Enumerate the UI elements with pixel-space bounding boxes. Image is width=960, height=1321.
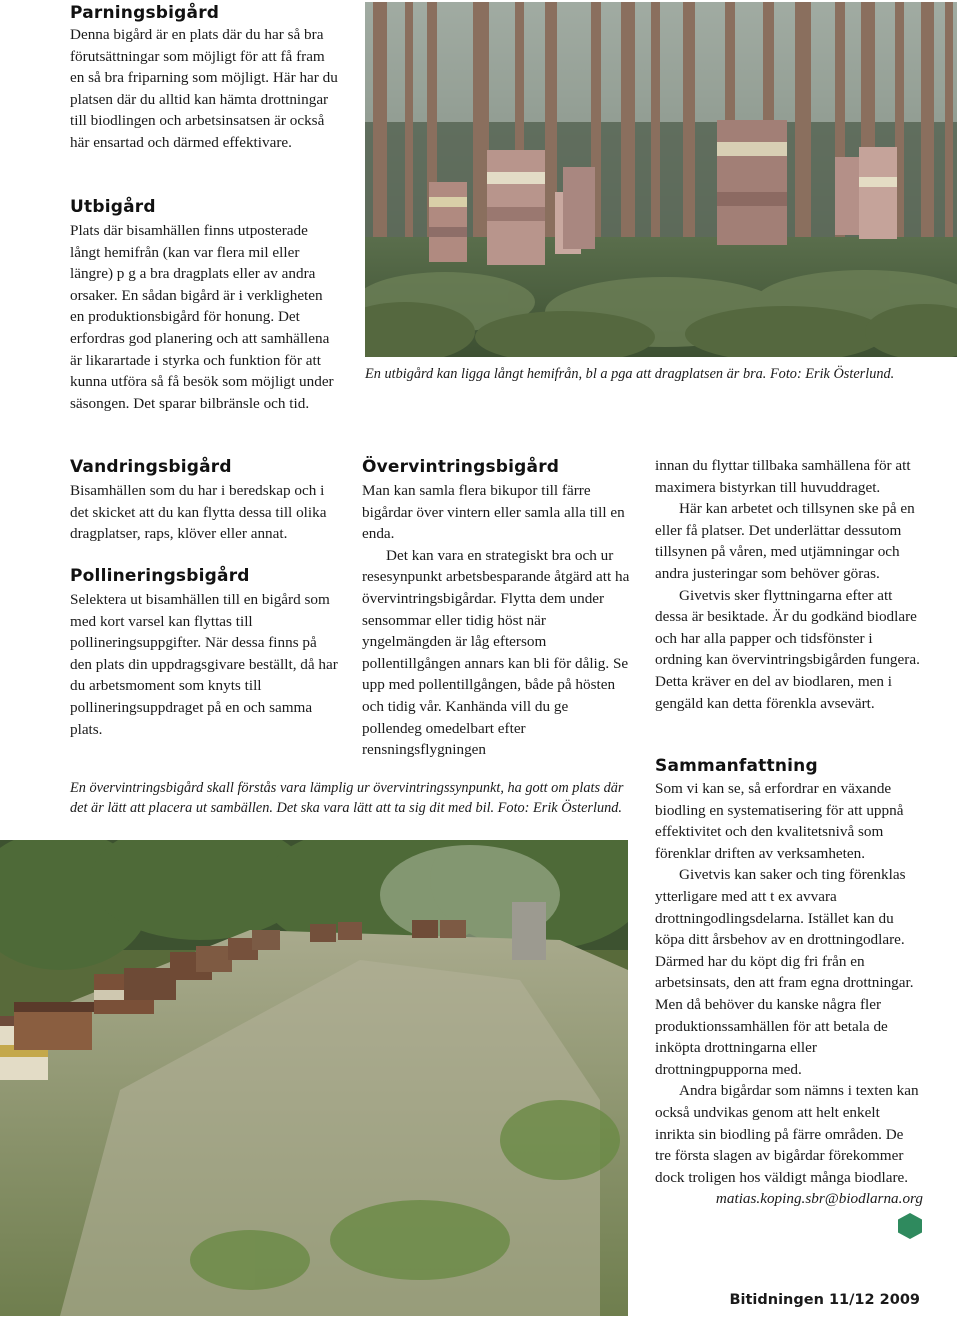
text-col3-3: Givetvis sker flyttningarna efter att dessa är besiktade. Är du godkänd biodlare och har alla papper och tidsfönster i ordning kan övervintringsbigården fungera. Detta kräver en del av biodlaren, men i gengäld kan detta förenkla avsevärt.	[655, 586, 920, 712]
footer-magazine: Bitidningen 11/12 2009	[729, 1292, 920, 1308]
text-sammanfattning-1: Som vi kan se, så erfordrar en växande biodling en systematisering för att uppnå effektivitet och den kvalitetsnivå som förenklar driften av verksamheten.	[655, 780, 904, 862]
section-vandringsbigard	[70, 456, 340, 545]
section-column-three	[655, 455, 923, 714]
caption-forest: En utbigård kan ligga långt hemifrån, bl a pga att dragplatsen är bra. Foto: Erik Österlund.	[365, 366, 895, 382]
text-sammanfattning-3: Andra bigårdar som nämns i texten kan också undvikas genom att helt enkelt inrikta sin biodling på färre områden. De tre första slagen av bigårdar förekommer dock troligen hos väldigt många biodlare.	[655, 1082, 919, 1186]
heading-overvintringsbigard: Övervintringsbigård	[362, 457, 560, 477]
heading-parningsbigard: Parningsbigård	[70, 3, 220, 23]
heading-pollineringsbigard: Pollineringsbigård	[70, 566, 250, 586]
text-sammanfattning-2: Givetvis kan saker och ting förenklas ytterligare med att t ex avvara drottningodlingsdelarna. Istället kan du köpa ditt årsbehov av en drottningodlare. Därmed har du köpt dig fri från en arbetsinsats, den att fram egna drottningar. Men då behöver du kanske några fler produktionssamhällen för att betala de inköpta drottningarna eller drottningpupporna med.	[655, 866, 914, 1078]
text-utbigard: Plats där bisamhällen finns utposterade långt hemifrån (kan var flera mil eller längre) p g a bra dragplats eller av andra orsaker. En sådan bigård är i verkligheten en produktionsbigård för honung. Det erfordras god planering och att samhällena är likarartade i styrka och funktion för att kunna utföra så få besök som möjligt under säsongen. Det sparar bilbränsle och tid.	[70, 222, 334, 412]
caption-field: En övervintringsbigård skall förstås vara lämplig ur övervintringssynpunkt, ha gott om plats där det är lätt att placera ut sambällen. Det ska vara lätt att ta sig dit med bil. Foto: Erik Österlund.	[70, 780, 624, 816]
author-email: matias.koping.sbr@biodlarna.org	[715, 1190, 923, 1208]
field-apiary-photo	[0, 840, 628, 1316]
text-col3-1: innan du flyttar tillbaka samhällena för att maximera bistyrkan till huvuddraget.	[655, 457, 911, 496]
section-overvintringsbigard	[362, 456, 630, 761]
heading-vandringsbigard: Vandringsbigård	[70, 457, 232, 477]
text-overvintring-2: Det kan vara en strategiskt bra och ur resesynpunkt arbetsbesparande åtgärd att ha övervintringsbigårdar. Flytta dem under sensommar eller tidig höst när yngelmängden är låg eftersom pollentillgången annars kan bli för dålig. Se upp med pollentillgången, både på hösten och tidig vår. Kanhända vill du ge pollendeg omedelbart efter rensningsflygningen	[362, 546, 630, 759]
section-utbigard	[70, 196, 338, 414]
heading-sammanfattning: Sammanfattning	[655, 756, 818, 776]
heading-utbigard: Utbigård	[70, 197, 156, 217]
section-parningsbigard	[70, 2, 338, 154]
text-vandringsbigard: Bisamhällen som du har i beredskap och i det skicket att du kan flytta dessa till olika dragplatser, raps, klöver eller annat.	[70, 482, 327, 543]
hexagon-logo-icon	[897, 1212, 923, 1240]
text-col3-2: Här kan arbetet och tillsynen ske på en eller få platser. Det underlättar dessutom tillsynen på våren, med utjämningar och andra justeringar som behöver göras.	[655, 500, 915, 582]
section-pollineringsbigard	[70, 565, 340, 740]
section-sammanfattning	[655, 755, 923, 1210]
text-parningsbigard: Denna bigård är en plats där du har så bra förutsättningar som möjligt för att få fram en så bra friparning som möjligt. Här har du platsen där du alltid kan hämta drottningar till biodlingen och arbetsinsatsen är också här ensartad och därmed effektivare.	[70, 26, 338, 151]
text-overvintring-1: Man kan samla flera bikupor till färre bigårdar över vintern eller samla alla till en enda.	[362, 482, 625, 543]
forest-apiary-photo	[365, 2, 957, 357]
text-pollineringsbigard: Selektera ut bisamhällen till en bigård som med kort varsel kan flyttas till pollineringsuppgifter. När dessa finns på den plats din uppdragsgivare beställt, då har du arbetsmoment som knyts till pollineringsuppdraget på en och samma plats.	[70, 591, 338, 738]
